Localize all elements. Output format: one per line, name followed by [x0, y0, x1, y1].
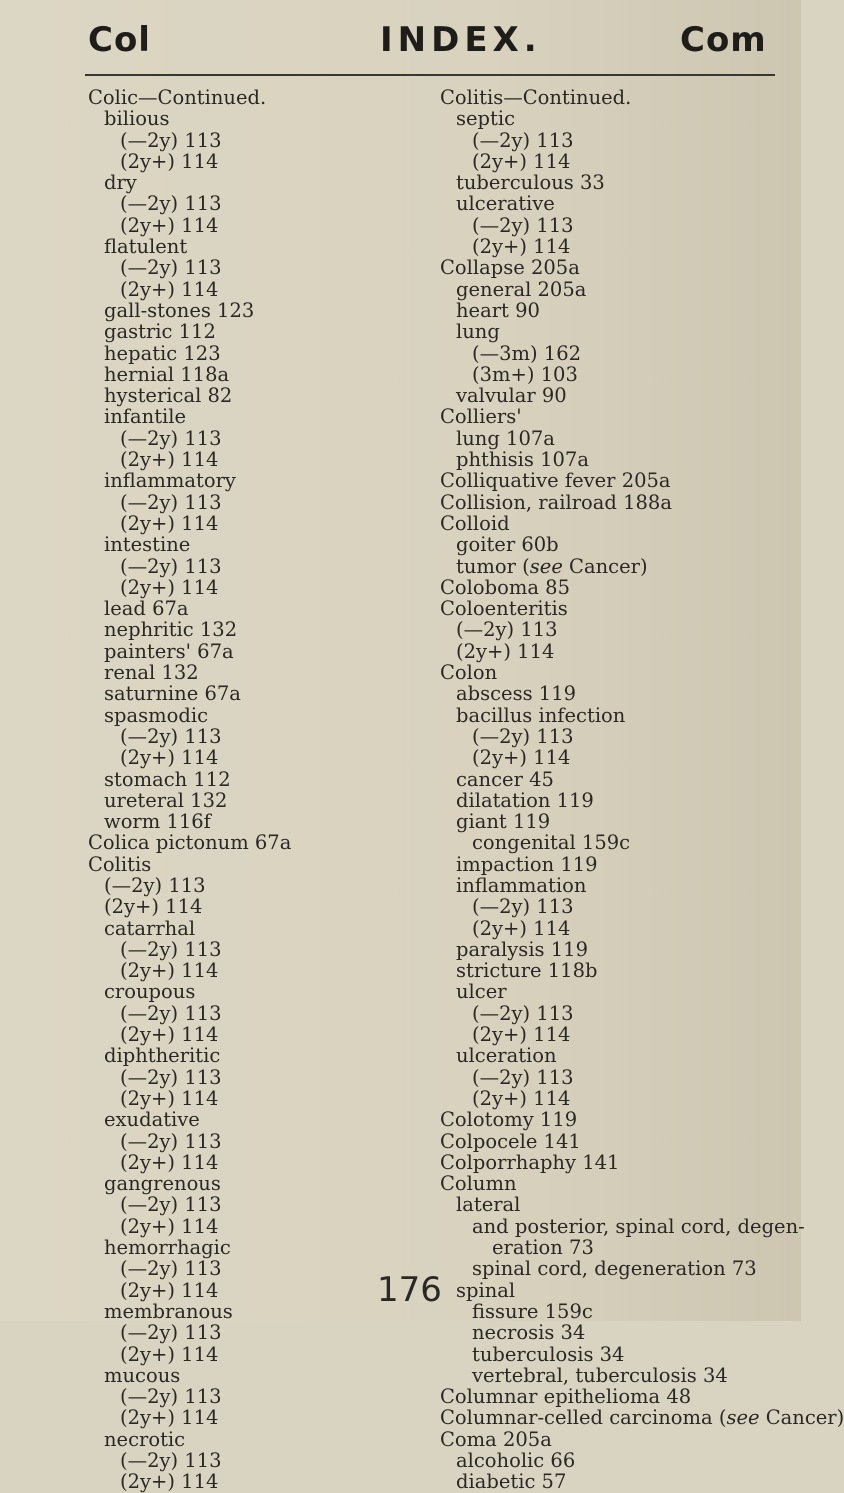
index-entry: abscess 119	[456, 682, 577, 706]
index-entry: (—2y) 113	[120, 256, 222, 280]
index-entry: (2y+) 114	[120, 511, 219, 535]
index-entry: Colpocele 141	[440, 1129, 581, 1153]
index-entry: paralysis 119	[456, 937, 588, 961]
index-entry: tumor (see Cancer)	[456, 554, 648, 578]
index-entry: (—2y) 113	[472, 1065, 574, 1089]
index-entry: valvular 90	[456, 384, 567, 408]
index-entry: (—2y) 113	[120, 1193, 222, 1217]
index-entry: intestine	[104, 533, 191, 557]
header-title: INDEX.	[380, 20, 542, 60]
index-entry: Colic—Continued.	[88, 86, 267, 109]
index-entry: bacillus infection	[456, 703, 626, 727]
page-header	[0, 0, 801, 80]
index-entry: (—2y) 113	[120, 724, 222, 748]
index-entry: (2y+) 114	[472, 746, 571, 770]
index-entry: saturnine 67a	[104, 682, 241, 706]
index-entry: (—2y) 113	[120, 1321, 222, 1345]
index-entry: Colica pictonum 67a	[88, 831, 292, 855]
index-entry: dilatation 119	[456, 788, 594, 812]
index-entry: alcoholic 66	[456, 1449, 576, 1472]
index-entry: (—2y) 113	[120, 128, 222, 152]
index-entry: (2y+) 114	[120, 1086, 219, 1110]
index-entry: spinal	[456, 1278, 516, 1302]
index-entry: (2y+) 114	[120, 277, 219, 301]
index-entry: (—2y) 113	[120, 490, 222, 514]
index-entry: phthisis 107a	[456, 448, 589, 472]
index-entry: (2y+) 114	[120, 1278, 219, 1302]
index-entry: (—2y) 113	[120, 1257, 222, 1281]
index-entry: general 205a	[456, 277, 587, 301]
index-entry: bilious	[104, 107, 170, 131]
index-entry: infantile	[104, 405, 187, 429]
index-entry: (2y+) 114	[472, 1086, 571, 1110]
index-entry: Column	[440, 1172, 517, 1196]
index-entry: (2y+) 114	[104, 895, 203, 919]
index-entry: Coma 205a	[440, 1427, 552, 1451]
index-entry: (—2y) 113	[456, 618, 558, 642]
index-column-right	[440, 86, 844, 1493]
index-entry: impaction 119	[456, 852, 598, 876]
index-entry: lateral	[456, 1193, 521, 1217]
index-entry: Colliquative fever 205a	[440, 469, 671, 493]
index-entry: eration 73	[492, 1236, 594, 1260]
index-entry: gastric 112	[104, 320, 216, 344]
index-entry: inflammation	[456, 873, 587, 897]
index-entry: (—3m) 162	[472, 341, 582, 365]
index-entry: (—2y) 113	[472, 1001, 574, 1025]
index-entry: (—2y) 113	[120, 1065, 222, 1089]
index-entry: dry	[104, 171, 137, 195]
index-entry: (2y+) 114	[120, 213, 219, 237]
index-entry: (—2y) 113	[104, 873, 206, 897]
index-entry: (2y+) 114	[120, 575, 219, 599]
index-entry: necrotic	[104, 1427, 186, 1451]
index-entry: (2y+) 114	[472, 916, 571, 940]
index-entry: (—2y) 113	[120, 937, 222, 961]
index-entry: exudative	[104, 1108, 200, 1132]
index-entry: spinal cord, degeneration 73	[472, 1257, 757, 1281]
index-entry: Colotomy 119	[440, 1108, 578, 1132]
index-entry: tuberculosis 34	[472, 1342, 625, 1366]
index-entry: (—2y) 113	[120, 1001, 222, 1025]
index-entry: ulceration	[456, 1044, 557, 1068]
index-entry: (2y+) 114	[120, 1214, 219, 1238]
index-entry: hemorrhagic	[104, 1236, 231, 1260]
index-entry: (2y+) 114	[456, 639, 555, 663]
index-entry: (—2y) 113	[120, 1449, 222, 1472]
index-entry: (2y+) 114	[472, 1023, 571, 1047]
index-entry: (—2y) 113	[120, 1385, 222, 1409]
index-entry: membranous	[104, 1299, 233, 1323]
index-entry: hepatic 123	[104, 341, 221, 365]
index-entry: Colliers'	[440, 405, 522, 429]
index-entry: congenital 159c	[472, 831, 631, 855]
index-entry: (—2y) 113	[472, 128, 574, 152]
index-entry: (—2y) 113	[472, 724, 574, 748]
index-entry: (2y+) 114	[120, 1342, 219, 1366]
index-entry: diphtheritic	[104, 1044, 221, 1068]
index-entry: Collapse 205a	[440, 256, 580, 280]
index-entry: gangrenous	[104, 1172, 221, 1196]
index-entry: inflammatory	[104, 469, 236, 493]
index-entry: (2y+) 114	[120, 448, 219, 472]
index-entry: (—2y) 113	[120, 426, 222, 450]
index-entry: lung	[456, 320, 500, 344]
index-entry: tuberculous 33	[456, 171, 605, 195]
index-column-left	[88, 87, 418, 1493]
index-entry: (2y+) 114	[472, 149, 571, 173]
index-entry: hernial 118a	[104, 362, 230, 386]
header-right-guide-word: Com	[680, 20, 767, 60]
index-entry: Colloid	[440, 511, 510, 535]
header-left-guide-word: Col	[88, 20, 151, 60]
index-entry: (—2y) 113	[472, 213, 574, 237]
index-entry: Collision, railroad 188a	[440, 490, 672, 514]
index-entry: ureteral 132	[104, 788, 228, 812]
index-entry: (2y+) 114	[120, 1470, 219, 1493]
index-entry: (—2y) 113	[120, 192, 222, 216]
index-entry: fissure 159c	[472, 1299, 593, 1323]
index-entry: stomach 112	[104, 767, 231, 791]
index-entry: Colon	[440, 661, 498, 685]
index-entry: (—2y) 113	[472, 895, 574, 919]
index-entry: ulcer	[456, 980, 507, 1004]
index-entry: (2y+) 114	[120, 1150, 219, 1174]
index-entry: (2y+) 114	[120, 1023, 219, 1047]
index-entry: Columnar-celled carcinoma (see Cancer)	[440, 1406, 844, 1430]
index-entry: mucous	[104, 1363, 181, 1387]
index-entry: heart 90	[456, 298, 540, 322]
index-entry: catarrhal	[104, 916, 196, 940]
index-entry: lead 67a	[104, 597, 189, 621]
index-entry: goiter 60b	[456, 533, 559, 557]
index-entry: Columnar epithelioma 48	[440, 1385, 692, 1409]
index-entry: painters' 67a	[104, 639, 234, 663]
index-entry: lung 107a	[456, 426, 555, 450]
index-entry: (—2y) 113	[120, 1129, 222, 1153]
index-entry: ulcerative	[456, 192, 555, 216]
index-entry: (2y+) 114	[120, 1406, 219, 1430]
index-entry: spasmodic	[104, 703, 208, 727]
index-entry: Colitis	[88, 852, 152, 876]
index-entry: Coloboma 85	[440, 575, 570, 599]
index-entry: diabetic 57	[456, 1470, 567, 1493]
header-rule	[85, 74, 775, 76]
index-entry: (2y+) 114	[120, 149, 219, 173]
index-entry: and posterior, spinal cord, degen-	[472, 1214, 805, 1238]
index-entry: (—2y) 113	[120, 554, 222, 578]
index-entry: nephritic 132	[104, 618, 238, 642]
index-entry: Coloenteritis	[440, 597, 568, 621]
index-entry: (3m+) 103	[472, 362, 578, 386]
index-entry: (2y+) 114	[472, 235, 571, 259]
index-entry: cancer 45	[456, 767, 554, 791]
index-entry: Colitis—Continued.	[440, 86, 632, 109]
index-entry: croupous	[104, 980, 196, 1004]
index-entry: vertebral, tuberculosis 34	[472, 1363, 728, 1387]
index-entry: stricture 118b	[456, 959, 598, 983]
index-entry: Colporrhaphy 141	[440, 1150, 620, 1174]
index-entry: gall-stones 123	[104, 298, 255, 322]
index-entry: septic	[456, 107, 516, 131]
index-entry: (2y+) 114	[120, 746, 219, 770]
index-entry: renal 132	[104, 661, 199, 685]
index-entry: giant 119	[456, 810, 551, 834]
index-entry: flatulent	[104, 235, 188, 259]
index-entry: necrosis 34	[472, 1321, 586, 1345]
page-number: 176	[377, 1270, 442, 1310]
index-entry: worm 116f	[104, 810, 211, 834]
index-entry: hysterical 82	[104, 384, 233, 408]
index-entry: (2y+) 114	[120, 959, 219, 983]
